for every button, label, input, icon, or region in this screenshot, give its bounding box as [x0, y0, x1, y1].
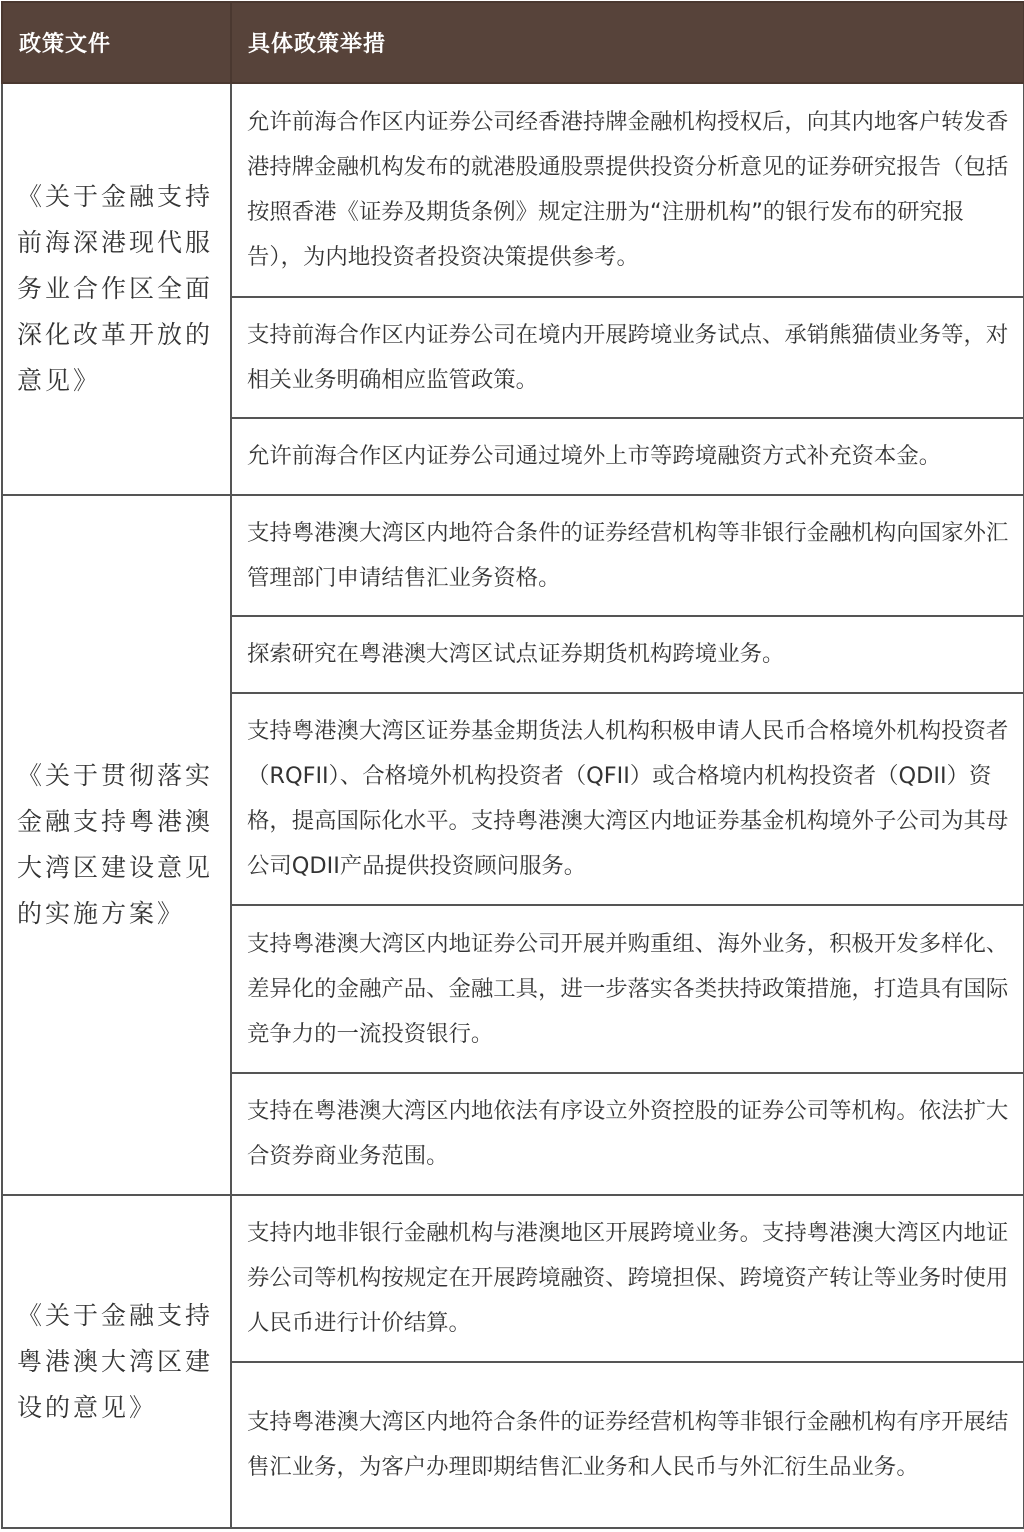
policy-measure-text: 支持内地非银行金融机构与港澳地区开展跨境业务。支持粤港澳大湾区内地证券公司等机构按规定在开展跨境融资、跨境担保、跨境资产转让等业务时使用人民币进行计价结算。: [247, 1220, 1009, 1336]
policy-measure-text: 探索研究在粤港澳大湾区试点证券期货机构跨境业务。: [247, 641, 785, 667]
policy-measure-cell: [231, 1195, 1024, 1362]
policy-measure-cell: [231, 693, 1024, 905]
policy-document-title: 《关于贯彻落实金融支持粤港澳大湾区建设意见的实施方案》: [17, 761, 214, 928]
policy-measure-cell: [231, 297, 1024, 418]
policy-measure-text: 支持前海合作区内证券公司在境内开展跨境业务试点、承销熊猫债业务等，对相关业务明确相应监管政策。: [247, 321, 1009, 393]
table-row: [2, 1195, 1024, 1362]
policy-measure-cell: [231, 1362, 1024, 1528]
policy-measure-cell: [231, 905, 1024, 1073]
policy-measure-text: 支持粤港澳大湾区内地证券公司开展并购重组、海外业务，积极开发多样化、差异化的金融产品、金融工具，进一步落实各类扶持政策措施，打造具有国际竞争力的一流投资银行。: [247, 930, 1009, 1047]
policy-measure-cell: [231, 616, 1024, 693]
policy-document-title: 《关于金融支持前海深港现代服务业合作区全面深化改革开放的意见》: [17, 182, 214, 395]
policy-document-cell: [2, 1195, 231, 1528]
policy-document-cell: [2, 83, 231, 495]
policy-measure-text: 支持在粤港澳大湾区内地依法有序设立外资控股的证券公司等机构。依法扩大合资券商业务范围。: [247, 1098, 1009, 1169]
policy-document-cell: [2, 495, 231, 1195]
policy-measure-text: 支持粤港澳大湾区内地符合条件的证券经营机构等非银行金融机构有序开展结售汇业务，为客户办理即期结售汇业务和人民币与外汇衍生品业务。: [247, 1409, 1009, 1480]
header-policy-document: 政策文件: [2, 2, 231, 83]
policy-document-title: 《关于金融支持粤港澳大湾区建设的意见》: [17, 1300, 214, 1422]
header-policy-measures: 具体政策举措: [231, 2, 1024, 83]
policy-measure-cell: [231, 1073, 1024, 1195]
policy-measure-text: 允许前海合作区内证券公司通过境外上市等跨境融资方式补充资本金。: [247, 443, 942, 469]
policy-measure-cell: [231, 418, 1024, 495]
policy-measure-cell: [231, 495, 1024, 616]
policy-measure-text: 支持粤港澳大湾区内地符合条件的证券经营机构等非银行金融机构向国家外汇管理部门申请结售汇业务资格。: [247, 519, 1009, 591]
policy-measure-text: 支持粤港澳大湾区证券基金期货法人机构积极申请人民币合格境外机构投资者（RQFII）、合格境外机构投资者（QFII）或合格境内机构投资者（QDII）资格，提高国际化水平。支持粤港澳大湾区内地证券基金机构境外子公司为其母公司QDII产品提供投资顾问服务。: [247, 718, 1009, 879]
table-row: [2, 83, 1024, 297]
policy-measure-cell: [231, 83, 1024, 297]
header-row: [2, 2, 1024, 83]
policy-measure-text: 允许前海合作区内证券公司经香港持牌金融机构授权后，向其内地客户转发香港持牌金融机构发布的就港股通股票提供投资分析意见的证券研究报告（包括按照香港《证券及期货条例》规定注册为“注册机构”的银行发布的研究报告），为内地投资者投资决策提供参考。: [247, 109, 1009, 270]
table-row: [2, 495, 1024, 616]
policy-table: [1, 1, 1024, 1529]
